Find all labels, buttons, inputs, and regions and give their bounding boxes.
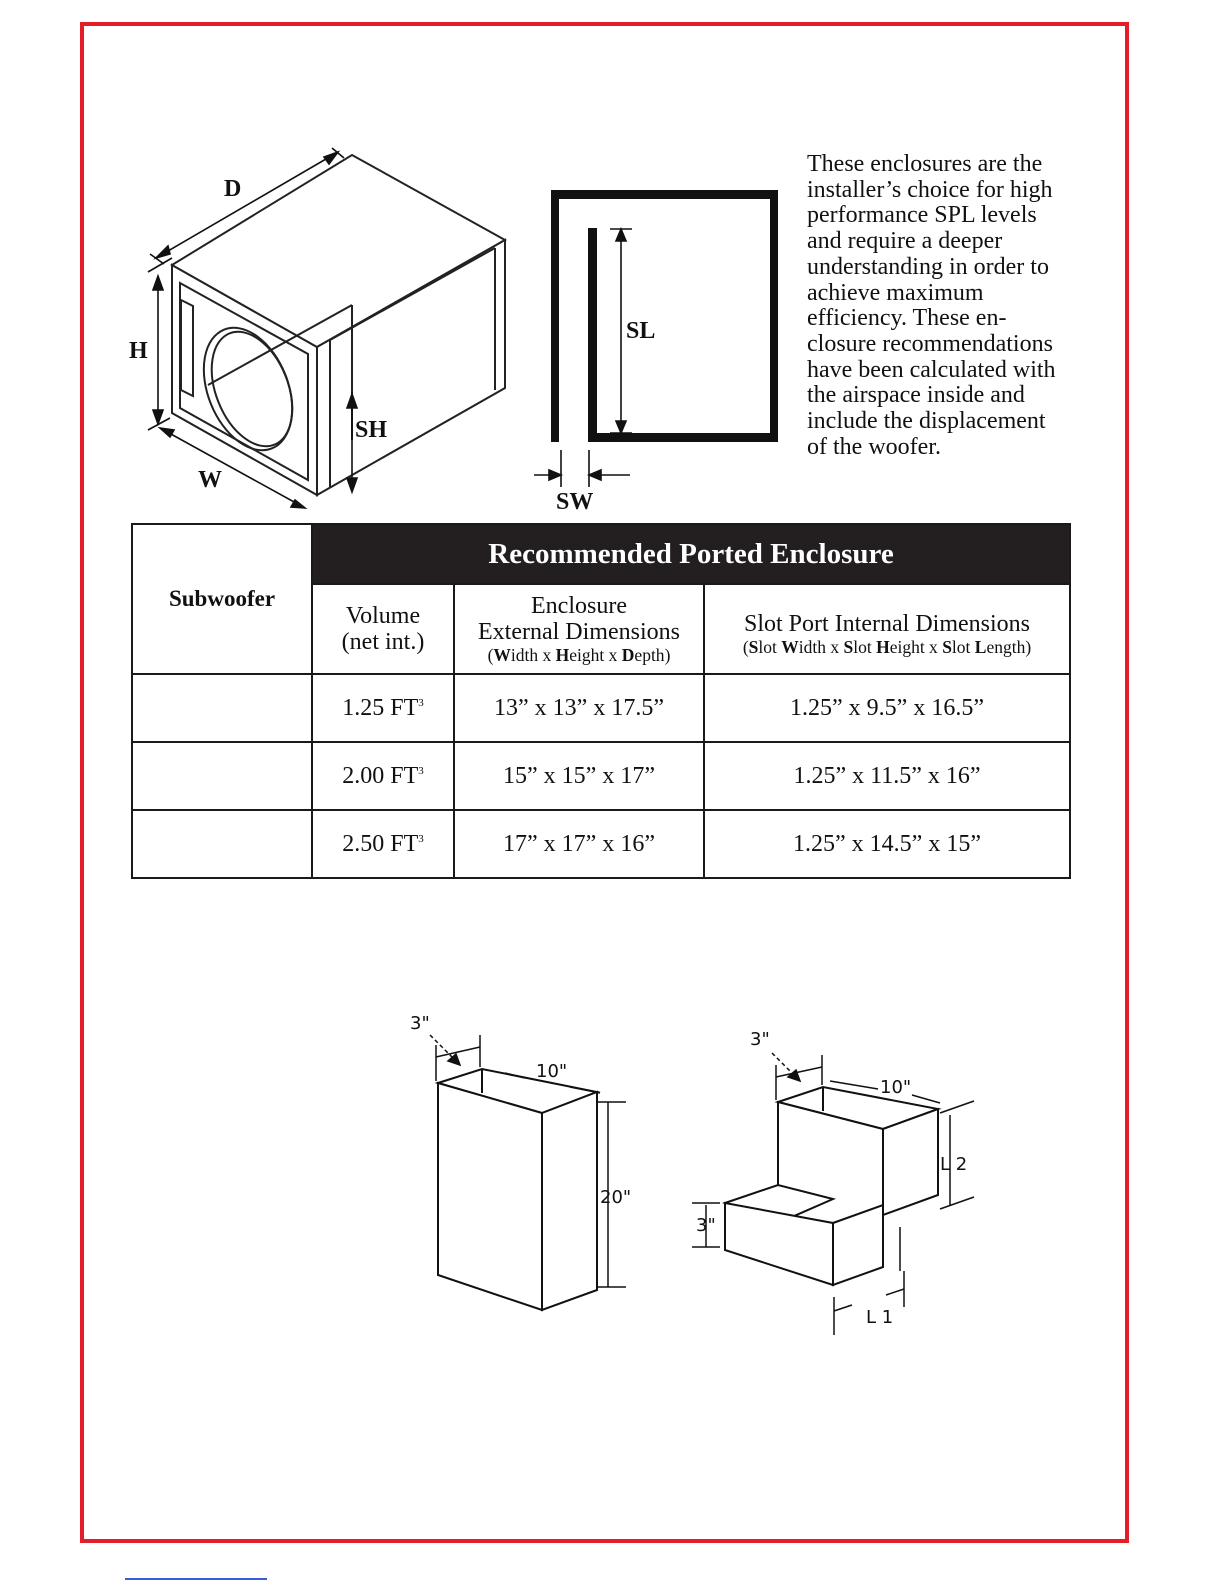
- elbow-l2-label: L 2: [940, 1154, 968, 1175]
- external-dimensions-header: Enclosure External Dimensions (Width x Height x Depth): [454, 584, 704, 674]
- volume-cell: 2.00 $FT^3$: [312, 742, 454, 810]
- slot-cell: 1.25” x 14.5” x 15”: [704, 810, 1070, 878]
- port-extension-diagrams: [400, 1005, 1000, 1345]
- ported-enclosure-table: [131, 523, 1071, 879]
- volume-cell: 1.25 $FT^3$: [312, 674, 454, 742]
- intro-line: have been calculated with: [807, 356, 1056, 383]
- slot-port-header: Slot Port Internal Dimensions (Slot Width x Slot Height x Slot Length): [704, 584, 1070, 674]
- intro-line: of the woofer.: [807, 433, 941, 460]
- intro-paragraph: [807, 152, 1072, 460]
- subwoofer-cell: [132, 742, 312, 810]
- subwoofer-cell: [132, 810, 312, 878]
- elbow-depth-label: 3": [750, 1029, 770, 1050]
- label-w: W: [198, 467, 222, 493]
- elbow-port-diagram: [725, 1087, 938, 1285]
- intro-line: installer’s choice for high: [807, 176, 1053, 203]
- intro-line: achieve maximum: [807, 279, 984, 306]
- intro-line: include the displacement: [807, 408, 1046, 435]
- table-title: Recommended Ported Enclosure: [312, 524, 1070, 584]
- intro-line: These enclosures are the: [807, 151, 1043, 177]
- volume-header: Volume (net int.): [312, 584, 454, 674]
- subwoofer-header: Subwoofer: [132, 524, 312, 674]
- slot-cell: 1.25” x 11.5” x 16”: [704, 742, 1070, 810]
- footer-underline: [125, 1578, 267, 1580]
- label-sw: SW: [556, 489, 594, 515]
- intro-line: closure recommendations: [807, 330, 1053, 357]
- intro-line: and require a deeper: [807, 228, 1003, 255]
- label-sh: SH: [355, 417, 388, 443]
- label-sl: SL: [626, 318, 656, 344]
- external-cell: 17” x 17” x 16”: [454, 810, 704, 878]
- straight-width-label: 10": [536, 1061, 568, 1082]
- label-d: D: [224, 176, 242, 202]
- table-row: [132, 742, 1070, 810]
- external-cell: 15” x 15” x 17”: [454, 742, 704, 810]
- label-h: H: [129, 338, 148, 364]
- table-row: [132, 810, 1070, 878]
- intro-line: efficiency. These en-: [807, 305, 1007, 332]
- enclosure-box-diagram: [120, 140, 520, 520]
- straight-port-diagram: [438, 1069, 597, 1310]
- elbow-width-label: 10": [880, 1077, 912, 1098]
- slot-cell: 1.25” x 9.5” x 16.5”: [704, 674, 1070, 742]
- intro-line: performance SPL levels: [807, 202, 1037, 229]
- elbow-l1-label: L 1: [866, 1307, 894, 1328]
- external-cell: 13” x 13” x 17.5”: [454, 674, 704, 742]
- intro-line: understanding in order to: [807, 253, 1049, 280]
- straight-length-label: 20": [600, 1187, 632, 1208]
- volume-cell: 2.50 $FT^3$: [312, 810, 454, 878]
- elbow-height-label: 3": [696, 1215, 716, 1236]
- slot-port-diagram: [520, 175, 800, 520]
- table-row: [132, 674, 1070, 742]
- intro-line: the airspace inside and: [807, 382, 1025, 409]
- straight-depth-label: 3": [410, 1013, 430, 1034]
- subwoofer-cell: [132, 674, 312, 742]
